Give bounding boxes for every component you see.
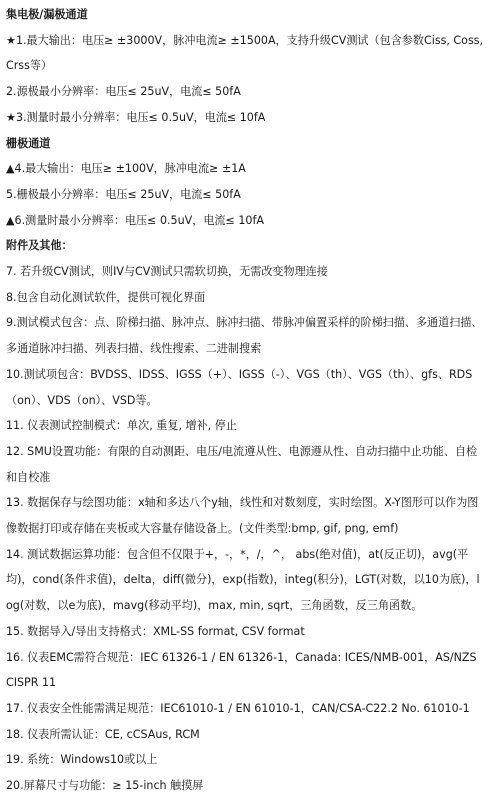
spec-item-14: 14. 测试数据运算功能：包含但不仅限于+，-，*，/，^， abs(绝对值)，at(反正切)，avg(平均)，cond(条件求值)，delta，diff(微分)，exp(指数)，integ(积分)，LGT(对数，以10为底)，log(对数，以e为底)，mavg(移动平均)，max, min, sqrt，三角函数，反三角函数。 [6,547,480,613]
spec-item-10: 10.测试项包含：BVDSS、IDSS、IGSS（+）、IGSS（-）、VGS（th）、VGS（th）、gfs、RDS（on）、VDS（on）、VSD等。 [6,367,473,407]
spec-item-5: 5.栅极最小分辨率：电压≤ 25uV，电流≤ 50fA [6,187,241,201]
spec-item-15: 15. 数据导入/导出支持格式：XML-SS format, CSV format [6,624,305,638]
spec-item-18: 18. 仪表所需认证：CE, cCSAus, RCM [6,727,200,741]
spec-item-8: 8.包含自动化测试软件，提供可视化界面 [6,290,206,304]
spec-item-19: 19. 系统：Windows10或以上 [6,753,158,767]
spec-item-16: 16. 仪表EMC需符合规范：IEC 61326-1 / EN 61326-1，Canada: ICES/NMB-001，AS/NZS CISPR 11 [6,650,477,690]
spec-item-7: 7. 若升级CV测试，则IV与CV测试只需软切换，无需改变物理连接 [6,265,328,279]
spec-item-13: 13. 数据保存与绘图功能：x轴和多达八个y轴，线性和对数刻度，实时绘图。X-Y图形可以作为图像数据打印或存储在夹板或大容量存储设备上。(文件类型:bmp, gif, png, emf) [6,496,479,536]
spec-item-9: 9.测试模式包含：点、阶梯扫描、脉冲点、脉冲扫描、带脉冲偏置采样的阶梯扫描、多通道扫描、多通道脉冲扫描、列表扫描、线性搜索、二进制搜索 [6,316,483,356]
spec-item-6: ▲6.测量时最小分辨率：电压≤ 0.5uV，电流≤ 10fA [6,213,264,227]
spec-item-20: 20.屏幕尺寸与功能：≥ 15-inch 触摸屏 [6,779,204,793]
section-heading-gate: 栅极通道 [6,136,51,150]
section-heading-accessories: 附件及其他： [6,239,73,253]
spec-item-3: ★3.测量时最小分辨率：电压≤ 0.5uV，电流≤ 10fA [6,110,266,124]
spec-item-12: 12. SMU设置功能：有限的自动测距、电压/电流遵从性、电源遵从性、自动扫描中止功能、自检和自校准 [6,444,478,484]
spec-item-4: ▲4.最大输出：电压≥ ±100V，脉冲电流≥ ±1A [6,162,246,176]
spec-item-17: 17. 仪表安全性能需满足规范：IEC61010-1 / EN 61010-1，CAN/CSA-C22.2 No. 61010-1 [6,701,470,715]
section-heading-collector-drain: 集电极/漏极通道 [6,8,88,21]
spec-item-11: 11. 仪表测试控制模式：单次, 重复, 增补, 停止 [6,419,237,433]
spec-item-1: ★1.最大输出：电压≥ ±3000V，脉冲电流≥ ±1500A，支持升级CV测试（包含参数Ciss, Coss, Crss等） [6,33,484,73]
spec-item-2: 2.源极最小分辨率：电压≤ 25uV，电流≤ 50fA [6,85,241,99]
